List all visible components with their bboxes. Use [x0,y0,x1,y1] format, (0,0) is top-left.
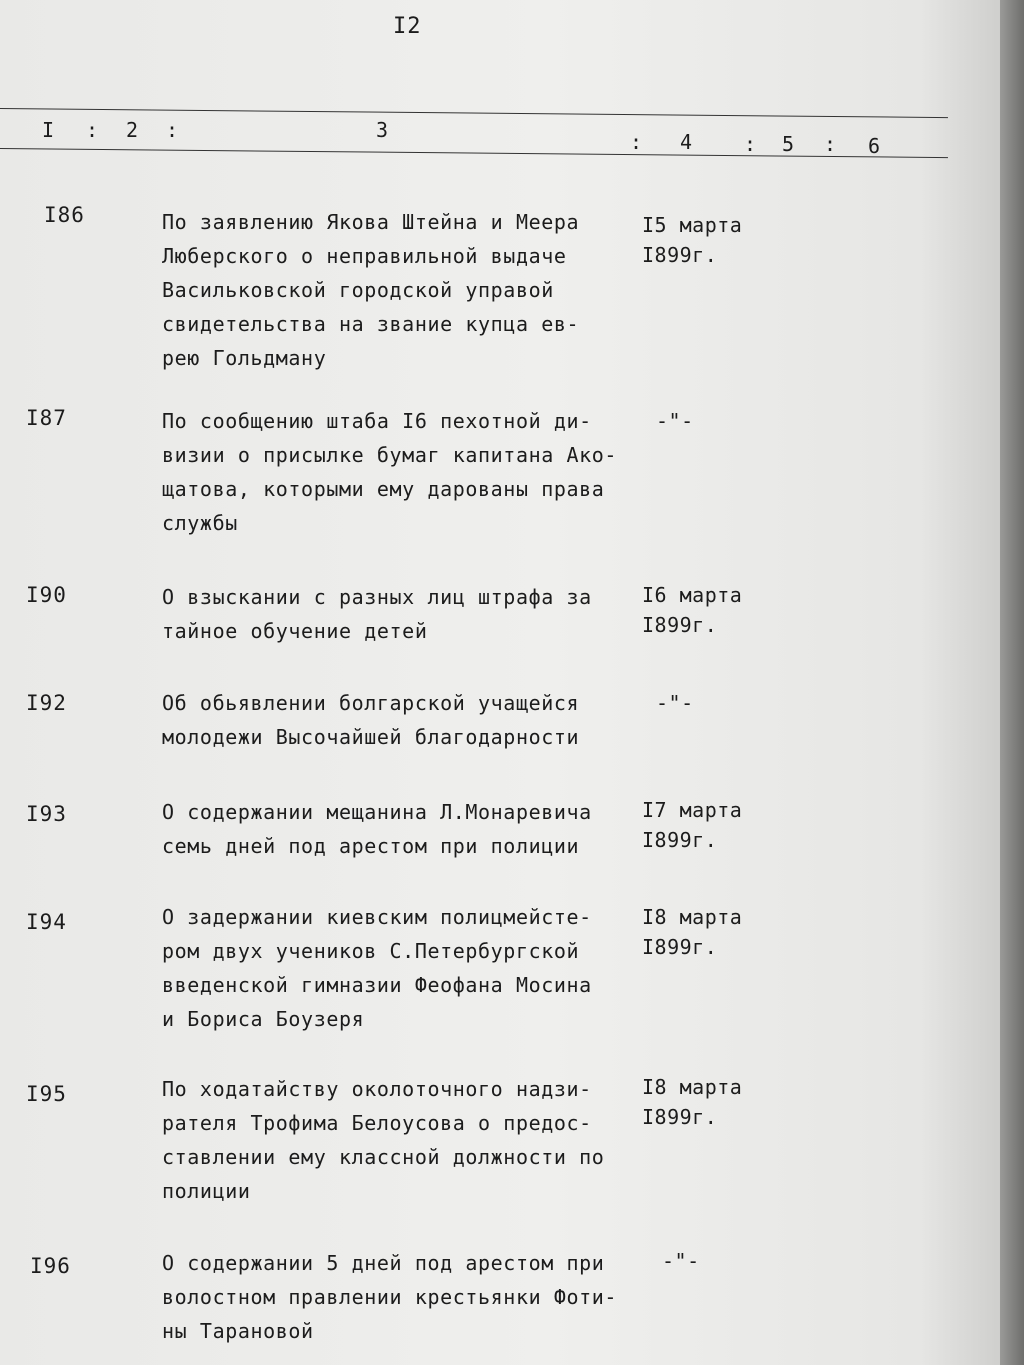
entry-number: I94 [26,910,67,934]
page-edge-shadow [1000,0,1024,1365]
entry-number: I90 [26,583,67,607]
entry-date: I5 марта I899г. [642,213,743,267]
entry-number: I87 [26,406,67,430]
column-header-6: 6 [868,134,883,158]
entry-number: I92 [26,691,67,715]
column-separator: : [744,132,759,156]
entry-description: По сообщению штаба I6 пехотной ди- визии о присылке бумаг капитана Ако- щатова, которыми ему дарованы права службы [162,409,618,535]
entry-number: I86 [44,203,85,227]
column-separator: : [630,130,645,154]
entry-date: -"- [656,409,694,433]
column-separator: : [166,118,181,142]
entry-description: Об обьявлении болгарской учащейся молодежи Высочайшей благодарности [162,691,580,749]
column-header-3: 3 [376,118,391,142]
header-top-rule [0,108,948,118]
entry-date: I7 марта I899г. [642,798,743,852]
entry-description: По ходатайству околоточного надзи- рателя Трофима Белоусова о предос- ставлении ему классной должности по полиции [162,1077,605,1203]
column-header-1: I [42,118,57,142]
entry-date: I8 марта I899г. [642,1075,743,1129]
entry-date: -"- [656,691,694,715]
entry-date: I8 марта I899г. [642,905,743,959]
column-header-5: 5 [782,132,797,156]
entry-number: I96 [30,1254,71,1278]
entry-description: О взыскании с разных лиц штрафа за тайное обучение детей [162,585,592,643]
header-bottom-rule [0,148,948,158]
entry-description: По заявлению Якова Штейна и Меера Люберского о неправильной выдаче Васильковской городской управой свидетельства на звание купца ев- рею Гольдману [162,210,580,370]
column-separator: : [824,132,839,156]
column-header-2: 2 [126,118,141,142]
entry-number: I93 [26,802,67,826]
page-number: I2 [393,14,422,39]
entry-date: I6 марта I899г. [642,583,743,637]
entry-description: О содержании мещанина Л.Монаревича семь дней под арестом при полиции [162,800,592,858]
entry-number: I95 [26,1082,67,1106]
column-header-4: 4 [680,130,695,154]
entry-description: О задержании киевским полицмейсте- ром двух учеников С.Петербургской введенской гимназии Феофана Мосина и Бориса Боузеря [162,905,592,1031]
entry-date: -"- [662,1249,700,1273]
entry-description: О содержании 5 дней под арестом при волостном правлении крестьянки Фоти- ны Тарановой [162,1251,618,1343]
column-separator: : [86,118,101,142]
